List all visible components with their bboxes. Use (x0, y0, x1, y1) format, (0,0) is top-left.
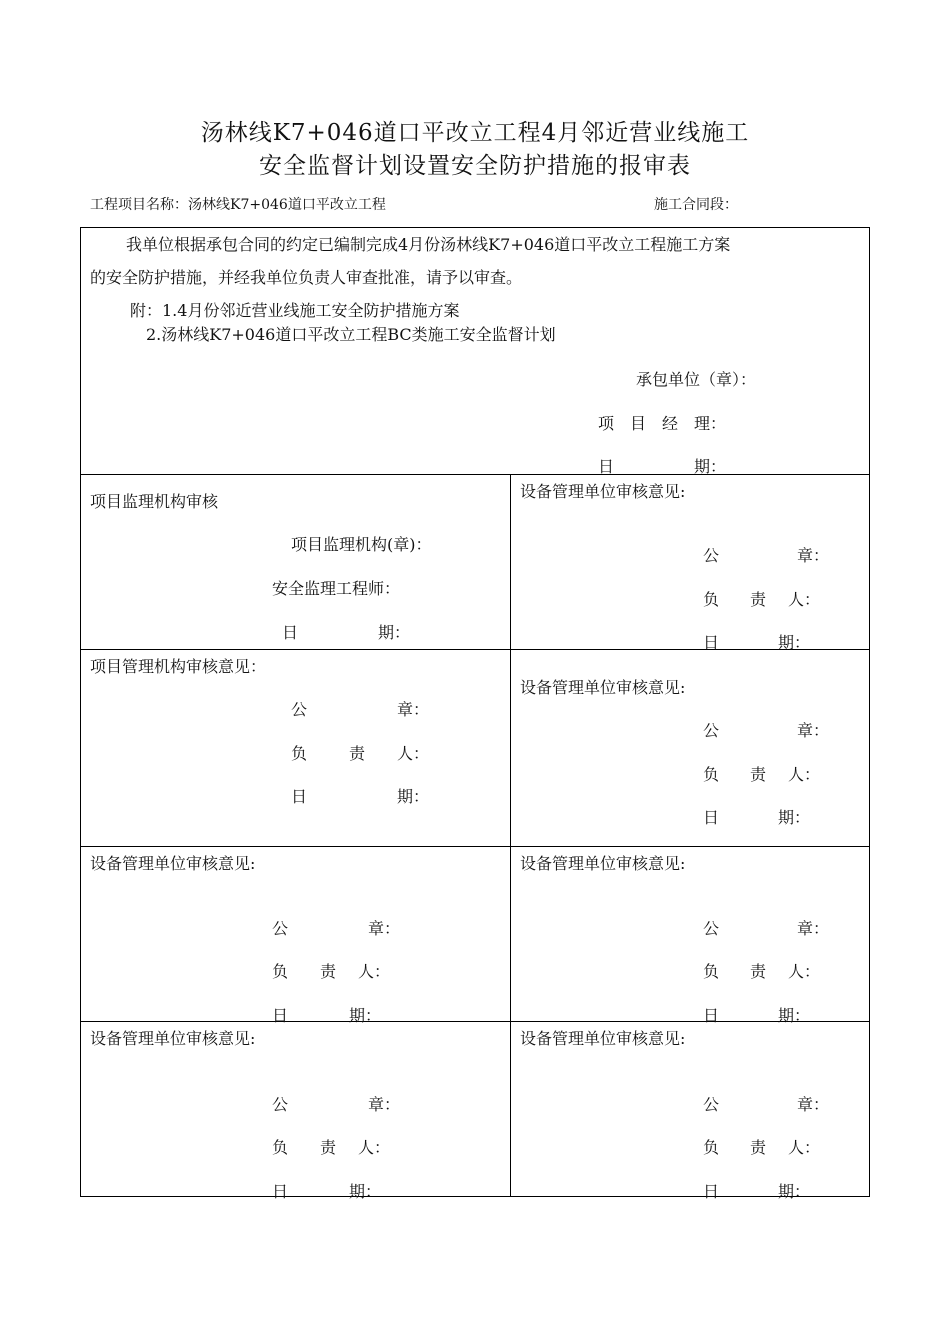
document-title-line-2: 安全监督计划设置安全防护措施的报审表 (259, 153, 691, 179)
date-label: 日 (703, 1006, 720, 1025)
date-label-end: 期： (778, 1006, 811, 1025)
date-label: 日 (272, 1006, 289, 1025)
seal-label-end: 章： (397, 700, 430, 719)
safety-engineer-label: 安全监理工程师： (272, 579, 401, 598)
seal-label-end: 章： (368, 1095, 401, 1114)
date-label-end: 期： (778, 633, 811, 652)
submission-body-line-1: 我单位根据承包合同的约定已编制完成4月份汤林线K7+046道口平改立工程施工方案 (126, 235, 731, 254)
responsible-label: 负 (291, 744, 308, 763)
responsible-label-mid: 责 (349, 744, 366, 763)
date-label: 日 (272, 1182, 289, 1201)
attachment-line-2: 2.汤林线K7+046道口平改立工程BC类施工安全监督计划 (146, 325, 556, 344)
seal-label-end: 章： (368, 919, 401, 938)
seal-label-end: 章： (797, 1095, 830, 1114)
attachment-line-1: 附：1.4月份邻近营业线施工安全防护措施方案 (130, 301, 460, 320)
seal-label-end: 章： (797, 919, 830, 938)
seal-label: 公 (703, 1095, 720, 1114)
date-label-end: 期： (349, 1006, 382, 1025)
responsible-label-end: 人： (788, 590, 821, 609)
responsible-label-end: 人： (788, 962, 821, 981)
responsible-label: 负 (703, 1138, 720, 1157)
equipment-review-heading: 设备管理单位审核意见: (520, 482, 686, 501)
equipment-review-heading: 设备管理单位审核意见: (90, 854, 256, 873)
row-divider-3 (80, 846, 870, 847)
project-mgmt-heading: 项目管理机构审核意见： (90, 657, 267, 676)
seal-label: 公 (703, 919, 720, 938)
column-divider (510, 474, 511, 1197)
responsible-label-mid: 责 (320, 1138, 337, 1157)
responsible-label-end: 人： (397, 744, 430, 763)
date-label: 日 (291, 787, 308, 806)
seal-label: 公 (272, 1095, 289, 1114)
date-label: 日 (703, 1182, 720, 1201)
project-name-label: 工程项目名称：汤林线K7+046道口平改立工程 (90, 197, 386, 213)
document-title-line-1: 汤林线K7+046道口平改立工程4月邻近营业线施工 (200, 120, 750, 146)
contract-section-label: 施工合同段： (654, 197, 738, 213)
responsible-label: 负 (703, 765, 720, 784)
supervision-heading: 项目监理机构审核 (90, 492, 219, 511)
responsible-label-end: 人： (788, 765, 821, 784)
submission-body-line-2: 的安全防护措施，并经我单位负责人审查批准，请予以审查。 (90, 268, 523, 287)
equipment-review-heading: 设备管理单位审核意见: (520, 1029, 686, 1048)
submission-date-label: 日 期： (598, 457, 727, 476)
contractor-seal-label: 承包单位（章）： (636, 370, 757, 389)
seal-label: 公 (703, 546, 720, 565)
date-label: 日 (703, 633, 720, 652)
supervision-org-seal-label: 项目监理机构(章)： (291, 535, 432, 554)
seal-label: 公 (272, 919, 289, 938)
responsible-label-end: 人： (788, 1138, 821, 1157)
supervision-date-label: 日 期： (282, 623, 411, 642)
equipment-review-heading: 设备管理单位审核意见: (520, 854, 686, 873)
responsible-label: 负 (703, 962, 720, 981)
responsible-label-mid: 责 (750, 590, 767, 609)
responsible-label: 负 (272, 962, 289, 981)
date-label-end: 期： (349, 1182, 382, 1201)
responsible-label: 负 (703, 590, 720, 609)
row-divider-2 (80, 649, 870, 650)
responsible-label-end: 人： (358, 1138, 391, 1157)
seal-label-end: 章： (797, 721, 830, 740)
responsible-label-mid: 责 (750, 962, 767, 981)
equipment-review-heading: 设备管理单位审核意见: (520, 678, 686, 697)
responsible-label-end: 人： (358, 962, 391, 981)
seal-label: 公 (291, 700, 308, 719)
row-divider-4 (80, 1021, 870, 1022)
responsible-label: 负 (272, 1138, 289, 1157)
date-label-end: 期： (778, 1182, 811, 1201)
row-divider-1 (80, 474, 870, 475)
project-manager-label: 项 目 经 理： (598, 414, 727, 433)
responsible-label-mid: 责 (750, 765, 767, 784)
seal-label: 公 (703, 721, 720, 740)
responsible-label-mid: 责 (750, 1138, 767, 1157)
equipment-review-heading: 设备管理单位审核意见: (90, 1029, 256, 1048)
seal-label-end: 章： (797, 546, 830, 565)
date-label: 日 (703, 808, 720, 827)
date-label-end: 期： (778, 808, 811, 827)
date-label-end: 期： (397, 787, 430, 806)
responsible-label-mid: 责 (320, 962, 337, 981)
